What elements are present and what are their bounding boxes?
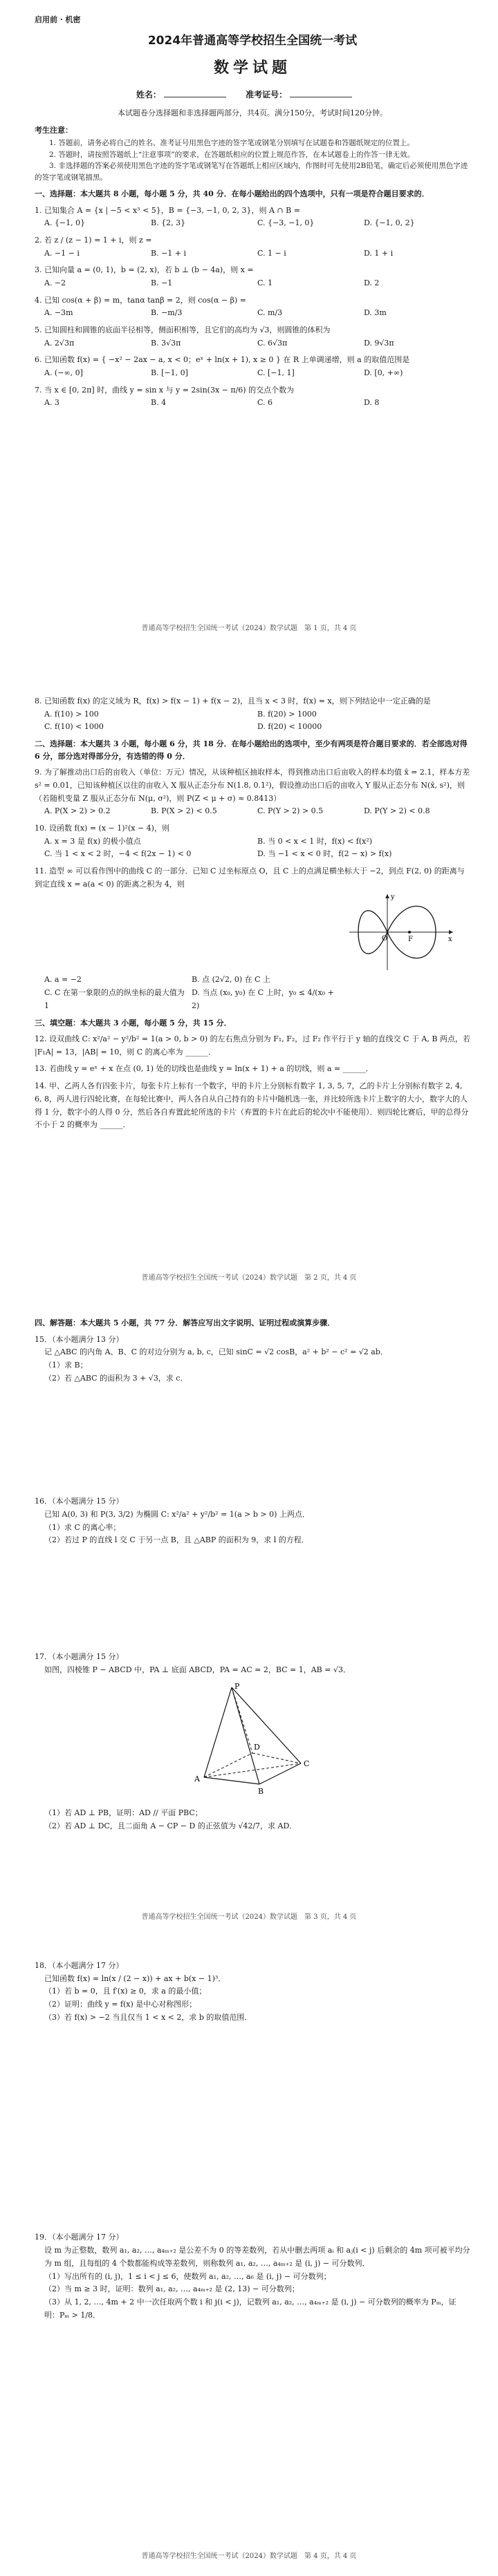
q7-opt-a: A. 3 [44,398,59,408]
instruction-3: 3. 非选择题的答案必须使用黑色字迹的签字笔或钢笔写在答题纸上相应区域内，作图时可先使用2B铅笔，确定后必须使用黑色字迹的签字笔或钢笔描黑。 [35,162,468,182]
edge-dc [252,1753,301,1763]
q11-curve-figure [346,891,456,974]
q4-opt-a: A. −3m [44,308,73,318]
q9-options [35,805,470,818]
q18-part-1: （1）若 b = 0，且 f′(x) ≥ 0，求 a 的最小值； [44,1987,207,1996]
question-3 [35,264,470,290]
q2-options [35,247,470,261]
q4-opt-d: D. 3m [364,308,387,318]
q4-stem: 4. 已知 cos(α + β) = m，tanα tanβ = 2，则 cos(α − β) = [35,295,246,305]
q3-opt-d: D. 2 [364,278,380,287]
question-2 [35,234,470,260]
question-7 [35,384,470,410]
pyramid-figure [176,1680,329,1798]
q8-opt-b: B. f(20) > 1000 [257,709,317,719]
section-four-heading: 四、解答题：本大题共 5 小题，共 77 分．解答应写出文字说明、证明过程或演算步骤． [35,1318,335,1327]
y-axis-label: y [391,893,395,902]
q6-opt-c: C. [−1, 1] [257,368,295,378]
q16-part-2: （2）若过 P 的直线 l 交 C 于另一点 B，且 △ABP 的面积为 9，求 l 的方程． [44,1535,309,1545]
question-14: 14. 甲、乙两人各有四张卡片，每张卡片上标有一个数字，甲的卡片上分别标有数字 1, 3, 5, 7，乙的卡片上分别标有数字 2, 4, 6, 8，两人进行四轮比赛，在每轮比赛中，两人各自从自己持有的卡片中随机选一张，并比较所选卡片上数字的大小，数字大的人得 1 分，数字小的人得 0 分，然后各自弃置此轮所选的卡片（弃置的卡片在此后的轮次中不能使用）．则四轮比赛后，甲的总得分不小于 2 的概率为 ______． [35,1081,469,1130]
section-two-heading: 二、选择题：本大题共 3 小题，每小题 6 分，共 18 分．在每小题给出的选项中，至少有两项是符合题目要求的．若全部选对得 6 分，部分选对得部分分，有选错的得 0 分． [35,739,468,761]
question-15 [35,1334,470,1385]
q2-opt-b: B. −1 + i [151,248,187,258]
q16-part-1: （1）求 C 的离心率； [44,1522,121,1532]
footer-page-2: 普通高等学校招生全国统一考试（2024）数学试题 第 2 页，共 4 页 [141,1274,357,1282]
question-8 [35,695,470,734]
question-13: 13. 若曲线 y = eˣ + x 在点 (0, 1) 处的切线也是曲线 y = ln(x + 1) + a 的切线，则 a = ______． [35,1064,374,1074]
q2-opt-c: C. 1 − i [257,248,286,258]
q8-opt-d: D. f(20) < 10000 [257,722,322,732]
q1-opt-d: D. {−1, 0, 2} [364,218,415,228]
q11-opt-c: C. C 在第一象限的点的纵坐标的最大值为 1 [44,988,185,1010]
q5-opt-c: C. 6√3π [257,338,288,348]
label-b: B [258,1787,264,1797]
section-one-heading: 一、选择题：本大题共 8 小题，每小题 5 分，共 40 分．在每小题给出的四个选项中，只有一项是符合题目要求的． [35,189,430,198]
ticket-label: 准考证号： [246,89,288,100]
question-11 [35,865,470,1012]
q2-opt-a: A. −1 − i [44,248,80,258]
q7-opt-d: D. 8 [364,398,380,408]
q6-opt-d: D. [0, +∞) [364,368,403,378]
question-12: 12. 设双曲线 C: x²/a² − y²/b² = 1(a > 0, b > 0) 的左右焦点分别为 F₁, F₂，过 F₂ 作平行于 y 轴的直线交 C 于 A, B 两点，若 |F₁A| = 13，|AB| = 10，则 C 的离心率为 ______． [35,1034,470,1057]
question-5 [35,324,470,350]
q9-opt-d: D. P(Y > 2) < 0.8 [364,806,430,816]
x-axis-arrow [449,930,453,934]
q5-stem: 5. 已知圆柱和圆锥的底面半径相等，侧面积相等，且它们的高均为 √3，则圆锥的体积为 [35,325,331,335]
q15-head: 15．（本小题满分 13 分） [35,1334,124,1344]
q9-stem: 9. 为了解推动出口后的亩收入（单位：万元）情况，从该种植区抽取样本，得到推动出口后亩收入的样本均值 x̄ = 2.1，样本方差 s² = 0.01，已知该种植区以往的亩收入 X 服从正态分布 N(1.8, 0.1²)，假设推动出口后的亩收入 Y 服从正态分布 N(x̄, s²)，则（若随机变量 Z 服从正态分布 N(μ, σ²)，则 P(Z < μ + σ) ≈ 0.8413） [35,768,470,803]
q5-opt-b: B. 3√3π [151,338,181,348]
label-d: D [254,1743,260,1752]
page-2 [0,650,498,1299]
question-1 [35,205,470,230]
footer-page-4: 普通高等学校招生全国统一考试（2024）数学试题 第 4 页，共 4 页 [141,2553,357,2560]
q9-opt-b: B. P(X > 2) < 0.5 [151,806,217,816]
q9-opt-a: A. P(X > 2) > 0.2 [44,806,111,816]
q3-opt-a: A. −2 [44,278,66,287]
question-9 [35,766,470,818]
q7-opt-c: C. 6 [257,398,273,408]
footer-page-1: 普通高等学校招生全国统一考试（2024）数学试题 第 1 页，共 4 页 [141,625,357,632]
page-4-content [35,1955,470,2322]
instructions-heading: 考生注意： [35,126,73,135]
q17-head: 17．（本小题满分 15 分） [35,1652,124,1662]
q3-opt-b: B. −1 [151,278,173,287]
q11-opt-b: B. 点 (2√2, 0) 在 C 上 [192,975,271,985]
edge-bc [259,1763,301,1784]
q9-opt-c: C. P(Y > 2) > 0.5 [257,806,324,816]
q10-opt-d: D. 当 −1 < x < 0 时，f(2 − x) > f(x) [257,849,392,859]
q4-opt-b: B. −m/3 [151,308,183,318]
q6-options [35,367,470,380]
q1-opt-b: B. {2, 3} [151,218,186,228]
q10-opt-c: C. 当 1 < x < 2 时，−4 < f(2x − 1) < 0 [44,849,192,859]
edge-pd [232,1687,252,1753]
edge-pc [232,1687,301,1763]
question-17 [35,1651,470,1832]
q6-opt-a: A. (−∞, 0] [44,368,83,378]
q8-options [35,708,470,734]
q5-opt-a: A. 2√3π [44,338,75,348]
q1-options [35,217,470,230]
origin-label: O [382,935,388,943]
q11-opt-d: D. 当点 (x₀, y₀) 在 C 上时，y₀ ≤ 4/(x₀ + 2) [192,988,334,1010]
edge-pb [232,1687,259,1784]
q6-opt-b: B. [−1, 0] [151,368,188,378]
q5-opt-d: D. 9√3π [364,338,394,348]
q2-stem: 2. 若 z / (z − 1) = 1 + i，则 z = [35,235,152,245]
question-4 [35,294,470,320]
q10-opt-a: A. x = 3 是 f(x) 的极小值点 [44,836,141,846]
q17-part-2: （2）若 AD ⊥ DC，且二面角 A − CP − D 的正弦值为 √42/7，求 AD． [44,1821,297,1830]
q7-opt-b: B. 4 [151,398,167,408]
footer-page-3: 普通高等学校招生全国统一考试（2024）数学试题 第 3 页，共 4 页 [141,1913,357,1921]
page-2-content [35,691,470,1132]
q15-body: 记 △ABC 的内角 A、B、C 的对边分别为 a, b, c，已知 sinC = √2 cosB，a² + b² − c² = √2 ab． [44,1347,388,1357]
q8-stem: 8. 已知函数 f(x) 的定义域为 R，f(x) > f(x − 1) + f(x − 2)，且当 x < 3 时，f(x) = x，则下列结论中一定正确的是 [35,697,431,705]
name-row [35,88,470,102]
q4-opt-c: C. m/3 [257,308,283,318]
instruction-1: 1. 答题前，请务必将自己的姓名、准考证号用黑色字迹的签字笔或钢笔分别填写在试题卷和答题纸规定的位置上。 [49,138,414,147]
q3-options [35,277,470,290]
q3-stem: 3. 已知向量 a = (0, 1)，b = (2, x)，若 b ⊥ (b − 4a)，则 x = [35,265,254,275]
q10-opt-b: B. 当 0 < x < 1 时，f(x) < f(x²) [257,836,373,846]
subject-title: 数学试题 [213,59,291,77]
q17-figure [35,1680,470,1803]
question-19 [35,2231,470,2322]
q1-stem: 1. 已知集合 A = {x | −5 < x³ < 5}，B = {−3, −1, 0, 2, 3}，则 A ∩ B = [35,205,300,215]
q17-part-1: （1）若 AD ⊥ PB，证明：AD // 平面 PBC； [44,1808,203,1818]
q8-opt-a: A. f(10) > 100 [44,709,99,719]
page-3 [0,1299,498,1938]
q19-part-1: （1）写出所有的 (i, j)，1 ≤ i < j ≤ 6，使数列 a₁, a₂, …, a₆ 是 (i, j) − 可分数列； [44,2271,331,2281]
q18-part-3: （3）若 f(x) > −2 当且仅当 1 < x < 2，求 b 的取值范围． [44,2012,252,2022]
q2-opt-d: D. 1 + i [364,248,394,258]
question-18 [35,1960,470,2024]
edge-ab [204,1777,259,1784]
q11-figure [346,891,456,978]
q1-opt-a: A. {−1, 0} [44,218,86,228]
q18-head: 18．（本小题满分 17 分） [35,1961,124,1970]
section-three-heading: 三、填空题：本大题共 3 小题，每小题 5 分，共 15 分． [35,1018,232,1027]
question-10 [35,822,470,861]
q19-body: 设 m 为正整数，数列 a₁, a₂, …, a₄ₘ₊₂ 是公差不为 0 的等差数列，若从中删去两项 aᵢ 和 aⱼ(i < j) 后剩余的 4m 项可被平均分为 m 组，且每组的 4 个数都能构成等差数列，则称数列 a₁, a₂, …, a₄ₘ₊₂ 是 (i, j) − 可分数列． [44,2246,470,2268]
label-p: P [234,1682,240,1692]
label-a: A [194,1774,200,1784]
name-label: 姓名： [136,89,161,100]
page-4 [0,1938,498,2576]
question-16 [35,1495,470,1547]
focus-label: F [408,936,413,944]
q18-body: 已知函数 f(x) = ln(x / (2 − x)) + ax + b(x − 1)³． [44,1973,226,1983]
page-3-content [35,1313,470,1833]
q7-stem: 7. 当 x ∈ [0, 2π] 时，曲线 y = sin x 与 y = 2sin(3x − π/6) 的交点个数为 [35,385,295,395]
exam-note: 本试题卷分选择题和非选择题两部分，共4页。满分150分，考试时间120分钟。 [118,108,387,118]
secret-label: 启用前 · 机密 [35,15,81,24]
label-c: C [304,1759,310,1769]
q16-head: 16．（本小题满分 15 分） [35,1497,124,1506]
q19-head: 19．（本小题满分 17 分） [35,2233,124,2242]
instruction-2: 2. 答题时，请按照答题纸上“注意事项”的要求，在答题纸相应的位置上规范作答，在本试题卷上的作答一律无效。 [49,150,415,159]
q17-body: 如图，四棱锥 P − ABCD 中，PA ⊥ 底面 ABCD，PA = AC = 2，BC = 1，AB = √3． [44,1665,351,1674]
q16-body: 已知 A(0, 3) 和 P(3, 3/2) 为椭圆 C: x²/a² + y²/b² = 1(a > b > 0) 上两点． [44,1510,310,1519]
focus-point [408,931,411,934]
page-1 [0,0,498,650]
q11-opt-a: A. a = −2 [44,975,82,985]
edge-pa [204,1687,232,1777]
q1-opt-c: C. {−3, −1, 0} [257,218,315,228]
q11-stem: 11. 造型 ∞ 可以看作图中的曲线 C 的一部分．已知 C 过坐标原点 O，且 C 上的点满足横坐标大于 −2，到点 F(2, 0) 的距离与到定直线 x = a(a < 0) 的距离之积为 4，则 [35,866,465,889]
q8-opt-c: C. f(10) < 1000 [44,722,104,732]
q15-part-2: （2）若 △ABC 的面积为 3 + √3，求 c． [44,1373,188,1383]
q11-options [35,974,339,1012]
q15-part-1: （1）求 B； [44,1360,88,1370]
x-axis-label: x [448,936,452,944]
question-6 [35,354,470,379]
exam-title: 2024年普通高等学校招生全国统一考试 [147,33,358,48]
q5-options [35,337,470,350]
y-axis-arrow [385,894,389,898]
q3-opt-c: C. 1 [257,278,273,287]
q4-options [35,307,470,320]
q19-part-3: （3）从 1, 2, …, 4m + 2 中一次任取两个数 i 和 j(i < j)，记数列 a₁, a₂, …, a₄ₘ₊₂ 是 (i, j) − 可分数列的概率为 Pₘ，证明：Pₘ > 1/8． [44,2297,456,2320]
q6-stem: 6. 已知函数 f(x) = { −x² − 2ax − a, x < 0；eˣ + ln(x + 1), x ≥ 0 } 在 R 上单调递增，则 a 的取值范围是 [35,355,410,365]
q7-options [35,397,470,410]
q19-part-2: （2）当 m ≥ 3 时，证明：数列 a₁, a₂, …, a₄ₘ₊₂ 是 (2, 13) − 可分数列； [44,2284,299,2294]
q10-options [35,835,470,861]
q18-part-2: （2）证明：曲线 y = f(x) 是中心对称图形； [44,2000,197,2009]
page-1-content [35,14,470,410]
q10-stem: 10. 设函数 f(x) = (x − 1)²(x − 4)，则 [35,824,169,833]
